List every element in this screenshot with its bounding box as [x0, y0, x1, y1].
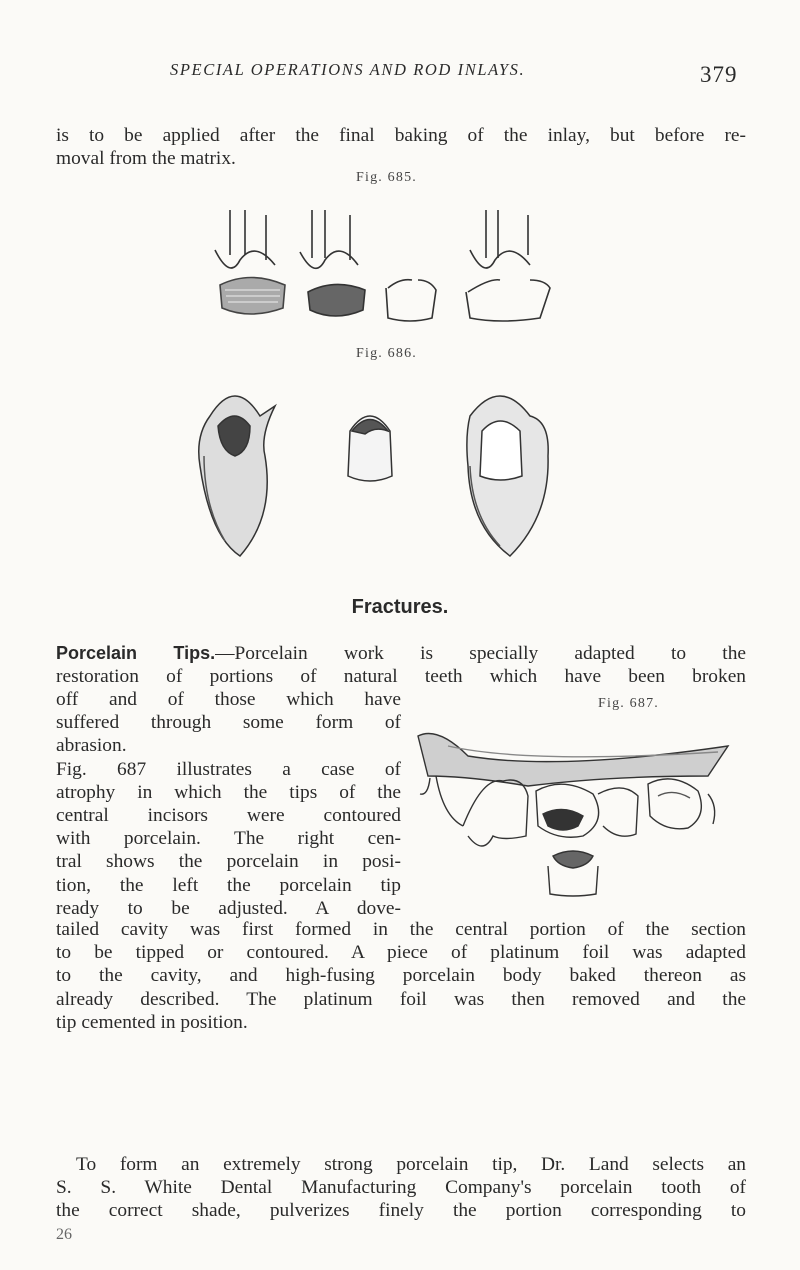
text-line: with porcelain. The right cen-	[56, 828, 401, 850]
running-title: SPECIAL OPERATIONS AND ROD INLAYS.	[170, 60, 526, 79]
porcelain-tips-paragraph-continued	[56, 918, 746, 1034]
page-number: 379	[700, 62, 738, 87]
text-line: tion, the left the porcelain tip	[56, 874, 401, 896]
text-line: tip cemented in position.	[56, 1011, 248, 1033]
figure-685-illustration	[200, 200, 580, 330]
text-line: to the cavity, and high-fusing porcelain body baked thereon as	[56, 965, 746, 987]
text-line: S. S. White Dental Manufacturing Company's porcelain tooth of	[56, 1177, 746, 1199]
intro-paragraph	[56, 124, 746, 170]
section-heading: Fractures.	[351, 596, 449, 618]
text-line: central incisors were contoured	[56, 805, 401, 827]
text-line: the correct shade, pulverizes finely the portion corresponding to	[56, 1200, 746, 1222]
text-line: ready to be adjusted. A dove-	[56, 897, 401, 919]
running-header	[0, 58, 800, 88]
text-line: restoration of portions of natural teeth which have been broken	[56, 666, 746, 688]
text-line: —Porcelain work is specially adapted to the	[215, 643, 746, 664]
text-line: atrophy in which the tips of the	[56, 781, 401, 803]
porcelain-tips-narrow-column	[56, 688, 401, 920]
figure-687-illustration	[408, 716, 748, 906]
runin-heading: Porcelain Tips.	[56, 643, 216, 663]
porcelain-tips-paragraph	[56, 642, 746, 688]
text-line: is to be applied after the final baking of the inlay, but before re-	[56, 125, 746, 146]
text-line: to be tipped or contoured. A piece of platinum foil was adapted	[56, 942, 746, 964]
final-paragraph	[56, 1153, 746, 1223]
text-line: tral shows the porcelain in posi-	[56, 851, 401, 873]
figure-685-caption: Fig. 685.	[356, 170, 417, 185]
signature-mark: 26	[56, 1226, 72, 1243]
text-line: already described. The platinum foil was then removed and the	[56, 988, 746, 1010]
text-line: suffered through some form of	[56, 712, 401, 734]
text-line: tailed cavity was first formed in the central portion of the section	[56, 919, 746, 940]
figure-686-illustration	[180, 376, 600, 566]
figure-687-caption: Fig. 687.	[598, 696, 659, 711]
text-line: off and of those which have	[56, 689, 401, 710]
text-line: Fig. 687 illustrates a case of	[56, 758, 401, 780]
text-line: moval from the matrix.	[56, 148, 236, 170]
text-line: To form an extremely strong porcelain tip, Dr. Land selects an	[76, 1154, 746, 1175]
figure-686-caption: Fig. 686.	[356, 346, 417, 361]
text-line: abrasion.	[56, 735, 127, 757]
